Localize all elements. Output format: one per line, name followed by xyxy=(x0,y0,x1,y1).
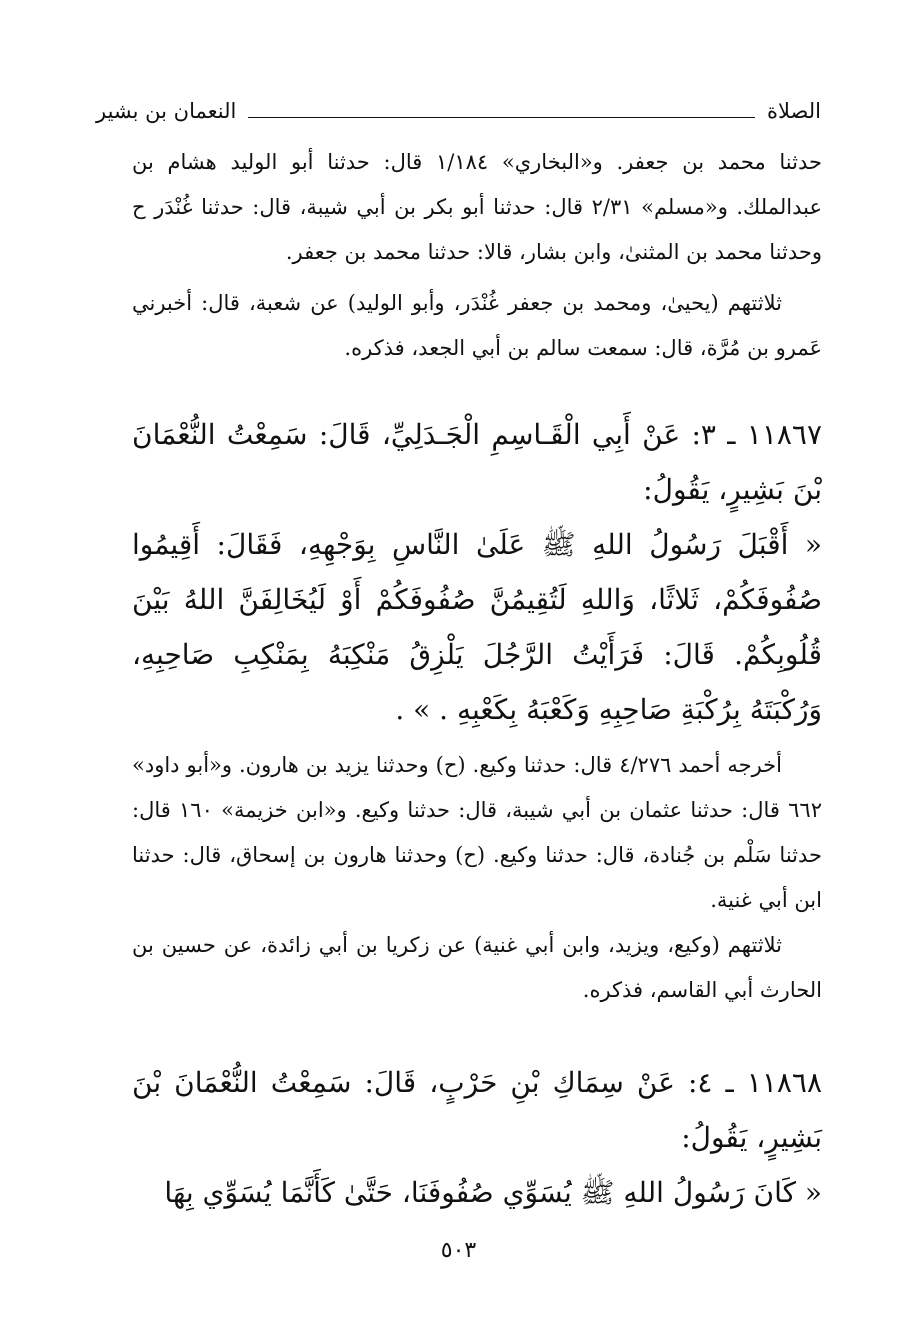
header-section-title: النعمان بن بشير xyxy=(96,99,237,123)
hadith-11867-intro: ١١٨٦٧ ـ ٣: عَنْ أَبِي الْقَـاسِمِ الْجَـدَلِيِّ، قَالَ: سَمِعْتُ النُّعْمَانَ بْنَ بَشِيرٍ، يَقُولُ: xyxy=(132,418,822,506)
sources-paragraph: حدثنا محمد بن جعفر. و«البخاري» ١/١٨٤ قال: حدثنا أبو الوليد هشام بن عبدالملك. و«مسلم» ٢/٣١ قال: حدثنا أبو بكر بن أبي شيبة، قال: حدثنا غُنْدَر ح وحدثنا محمد بن المثنىٰ، وابن بشار، قالا: حدثنا محمد بن جعفر. xyxy=(132,150,822,264)
hadith-11868-intro: ١١٨٦٨ ـ ٤: عَنْ سِمَاكِ بْنِ حَرْبٍ، قَالَ: سَمِعْتُ النُّعْمَانَ بْنَ بَشِيرٍ، يَقُولُ: xyxy=(132,1066,822,1154)
hadith-11867-text: « أَقْبَلَ رَسُولُ اللهِ ﷺ عَلَىٰ النَّاسِ بِوَجْهِهِ، فَقَالَ: أَقِيمُوا صُفُوفَكُمْ، ثَلاثًا، وَاللهِ لَتُقِيمُنَّ صُفُوفَكُمْ أَوْ لَيُخَالِفَنَّ اللهُ بَيْنَ قُلُوبِكُمْ. قَالَ: فَرَأَيْتُ الرَّجُلَ يَلْزِقُ مَنْكِبَهُ بِمَنْكِبِ صَاحِبِهِ، وَرُكْبَتَهُ بِرُكْبَةِ صَاحِبِهِ وَكَعْبَهُ بِكَعْبِهِ . » . xyxy=(132,528,822,726)
header-chapter-title: الصلاة xyxy=(767,99,821,123)
hadith-11868-text: « كَانَ رَسُولُ اللهِ ﷺ يُسَوِّي صُفُوفَنَا، حَتَّىٰ كَأَنَّمَا يُسَوِّي بِهَا xyxy=(164,1176,822,1209)
chain-paragraph-2: ثلاثتهم (وكيع، ويزيد، وابن أبي غنية) عن زكريا بن أبي زائدة، عن حسين بن الحارث أبي القاسم، فذكره. xyxy=(132,933,822,1002)
spacer xyxy=(132,371,822,407)
page-number: ٥٠٣ xyxy=(440,1238,477,1263)
page-body xyxy=(132,140,822,1220)
chain-paragraph: ثلاثتهم (يحيىٰ، ومحمد بن جعفر غُنْدَر، وأبو الوليد) عن شعبة، قال: أخبرني عَمرو بن مُرَّة، قال: سمعت سالم بن أبي الجعد، فذكره. xyxy=(132,291,822,360)
takhrij-paragraph: أخرجه أحمد ٤/٢٧٦ قال: حدثنا وكيع. (ح) وحدثنا يزيد بن هارون. و«أبو داود» ٦٦٢ قال: حدثنا عثمان بن أبي شيبة، قال: حدثنا وكيع. و«ابن خزيمة» ١٦٠ قال: حدثنا سَلْم بن جُنادة، قال: حدثنا وكيع. (ح) وحدثنا هارون بن إسحاق، قال: حدثنا ابن أبي غنية. xyxy=(132,753,822,912)
running-header xyxy=(96,96,821,126)
spacer xyxy=(132,1013,822,1055)
header-rule xyxy=(248,117,755,118)
